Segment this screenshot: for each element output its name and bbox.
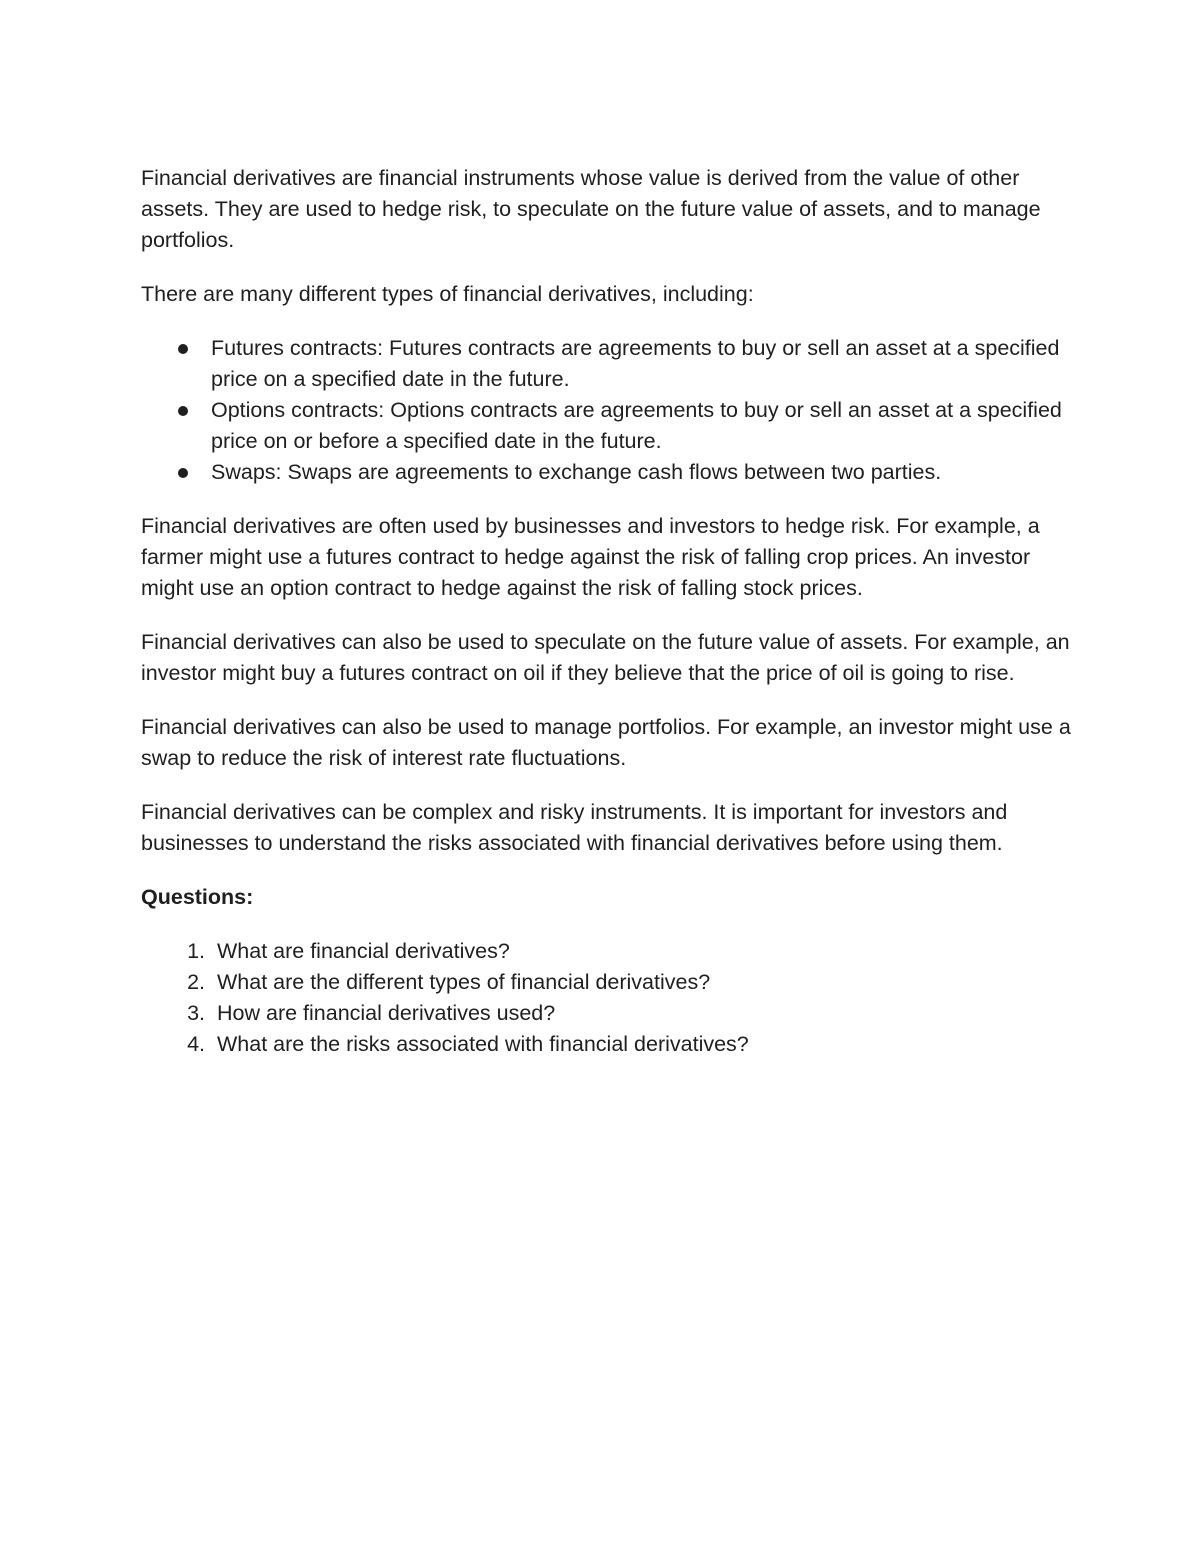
questions-list [141, 936, 1071, 1060]
portfolio-paragraph: Financial derivatives can also be used to manage portfolios. For example, an investor might use a swap to reduce the risk of interest rate fluctuations. [141, 715, 1071, 770]
list-item: Options contracts: Options contracts are agreements to buy or sell an asset at a specified price on or before a specified date in the future. [211, 395, 1071, 457]
list-item: 2. What are the different types of financial derivatives? [211, 967, 1071, 998]
speculate-paragraph: Financial derivatives can also be used to speculate on the future value of assets. For example, an investor might buy a futures contract on oil if they believe that the price of oil is going to rise. [141, 630, 1070, 685]
list-item: 1. What are financial derivatives? [211, 936, 1071, 967]
document-page [141, 163, 1071, 1083]
list-item: 3. How are financial derivatives used? [211, 998, 1071, 1029]
list-item: Futures contracts: Futures contracts are agreements to buy or sell an asset at a specified price on a specified date in the future. [211, 333, 1071, 395]
intro-paragraph: Financial derivatives are financial instruments whose value is derived from the value of other assets. They are used to hedge risk, to speculate on the future value of assets, and to manage portfolios. [141, 166, 1041, 252]
hedge-paragraph: Financial derivatives are often used by businesses and investors to hedge risk. For example, a farmer might use a futures contract to hedge against the risk of falling crop prices. An investor might use an option contract to hedge against the risk of falling stock prices. [141, 514, 1040, 600]
list-item: 4. What are the risks associated with financial derivatives? [211, 1029, 1071, 1060]
derivative-types-list [141, 333, 1071, 488]
types-intro-paragraph: There are many different types of financial derivatives, including: [141, 282, 754, 306]
risk-paragraph: Financial derivatives can be complex and risky instruments. It is important for investors and businesses to understand the risks associated with financial derivatives before using them. [141, 800, 1008, 855]
questions-heading: Questions: [141, 885, 254, 909]
list-item: Swaps: Swaps are agreements to exchange cash flows between two parties. [211, 457, 1071, 488]
